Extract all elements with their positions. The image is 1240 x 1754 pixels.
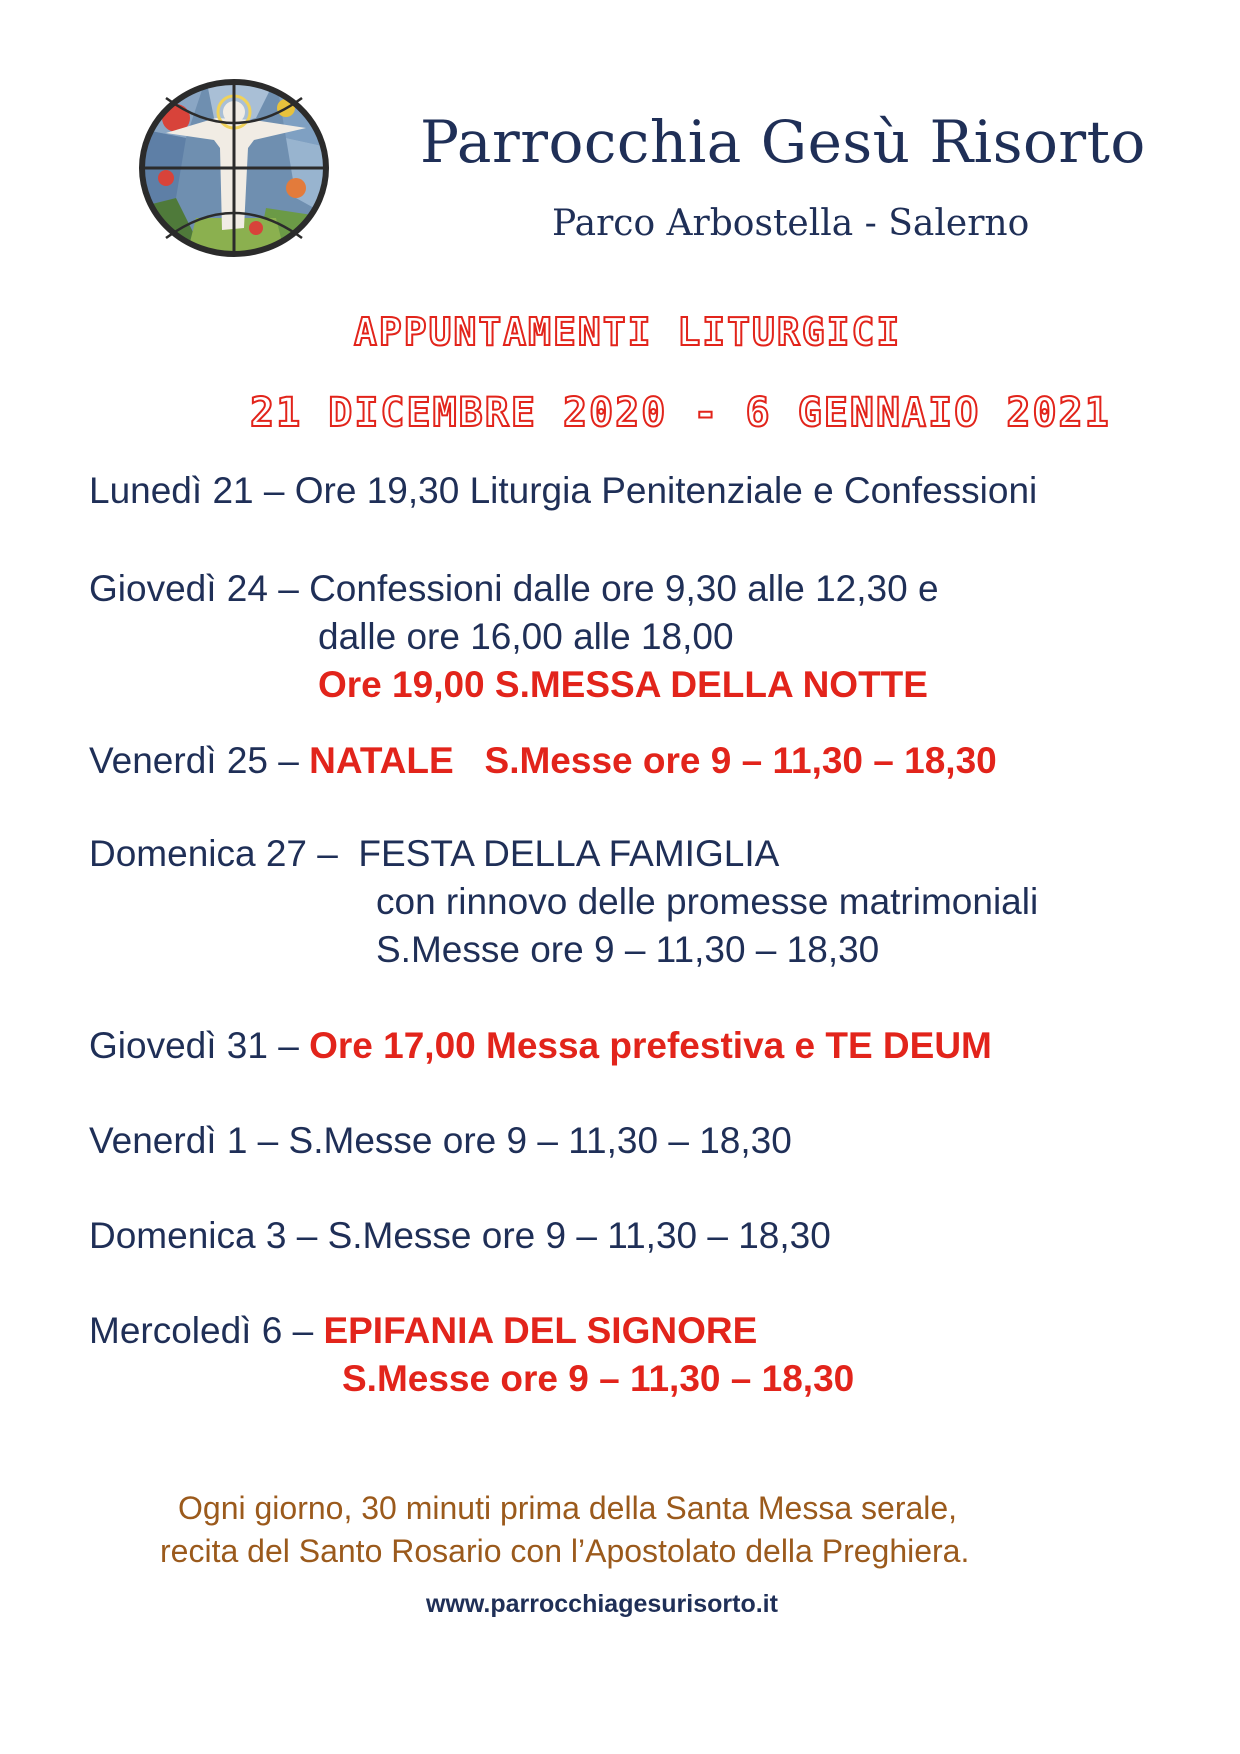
- schedule-venerdi-25-red: NATALE S.Messe ore 9 – 11,30 – 18,30: [309, 740, 997, 781]
- schedule-lunedi-21: Lunedì 21 – Ore 19,30 Liturgia Penitenziale e Confessioni: [89, 470, 1038, 511]
- schedule-venerdi-25: [89, 740, 997, 782]
- schedule-mercoledi-6-red: EPIFANIA DEL SIGNORE: [323, 1310, 758, 1351]
- schedule-venerdi-1: Venerdì 1 – S.Messe ore 9 – 11,30 – 18,30: [89, 1120, 792, 1161]
- schedule-giovedi-31-red: Ore 17,00 Messa prefestiva e TE DEUM: [309, 1025, 992, 1066]
- schedule-giovedi-24-line3: Ore 19,00 S.MESSA DELLA NOTTE: [318, 664, 928, 705]
- website-link[interactable]: www.parrocchiagesurisorto.it: [426, 1590, 778, 1618]
- schedule-giovedi-31-day: Giovedì 31 –: [89, 1025, 310, 1066]
- schedule-venerdi-25-day: Venerdì 25 –: [89, 740, 310, 781]
- parish-title: Parrocchia Gesù Risorto: [420, 108, 1146, 176]
- date-range-heading: 21 DICEMBRE 2020 - 6 GENNAIO 2021: [250, 390, 1111, 436]
- schedule-domenica-27-line2: con rinnovo delle promesse matrimoniali: [376, 881, 1039, 922]
- schedule-giovedi-24-line1: Giovedì 24 – Confessioni dalle ore 9,30 alle 12,30 e: [89, 568, 939, 609]
- schedule-giovedi-24-line2: dalle ore 16,00 alle 18,00: [318, 616, 734, 657]
- schedule-giovedi-31: [89, 1025, 992, 1067]
- section-heading: APPUNTAMENTI LITURGICI: [354, 310, 902, 354]
- footer-note-line2: recita del Santo Rosario con l’Apostolato della Preghiera.: [160, 1533, 970, 1569]
- footer-note-line1: Ogni giorno, 30 minuti prima della Santa Messa serale,: [178, 1490, 958, 1526]
- schedule-domenica-3: Domenica 3 – S.Messe ore 9 – 11,30 – 18,30: [89, 1215, 831, 1256]
- schedule-mercoledi-6-line2: S.Messe ore 9 – 11,30 – 18,30: [342, 1358, 855, 1399]
- schedule-domenica-27-line1: Domenica 27 – FESTA DELLA FAMIGLIA: [89, 833, 780, 874]
- schedule-mercoledi-6-line1: [89, 1310, 757, 1352]
- schedule-domenica-27-line3: S.Messe ore 9 – 11,30 – 18,30: [376, 929, 880, 970]
- schedule-mercoledi-6-day: Mercoledì 6 –: [89, 1310, 324, 1351]
- stained-glass-risen-christ-icon: [136, 78, 332, 258]
- parish-subtitle: Parco Arbostella - Salerno: [552, 203, 1030, 244]
